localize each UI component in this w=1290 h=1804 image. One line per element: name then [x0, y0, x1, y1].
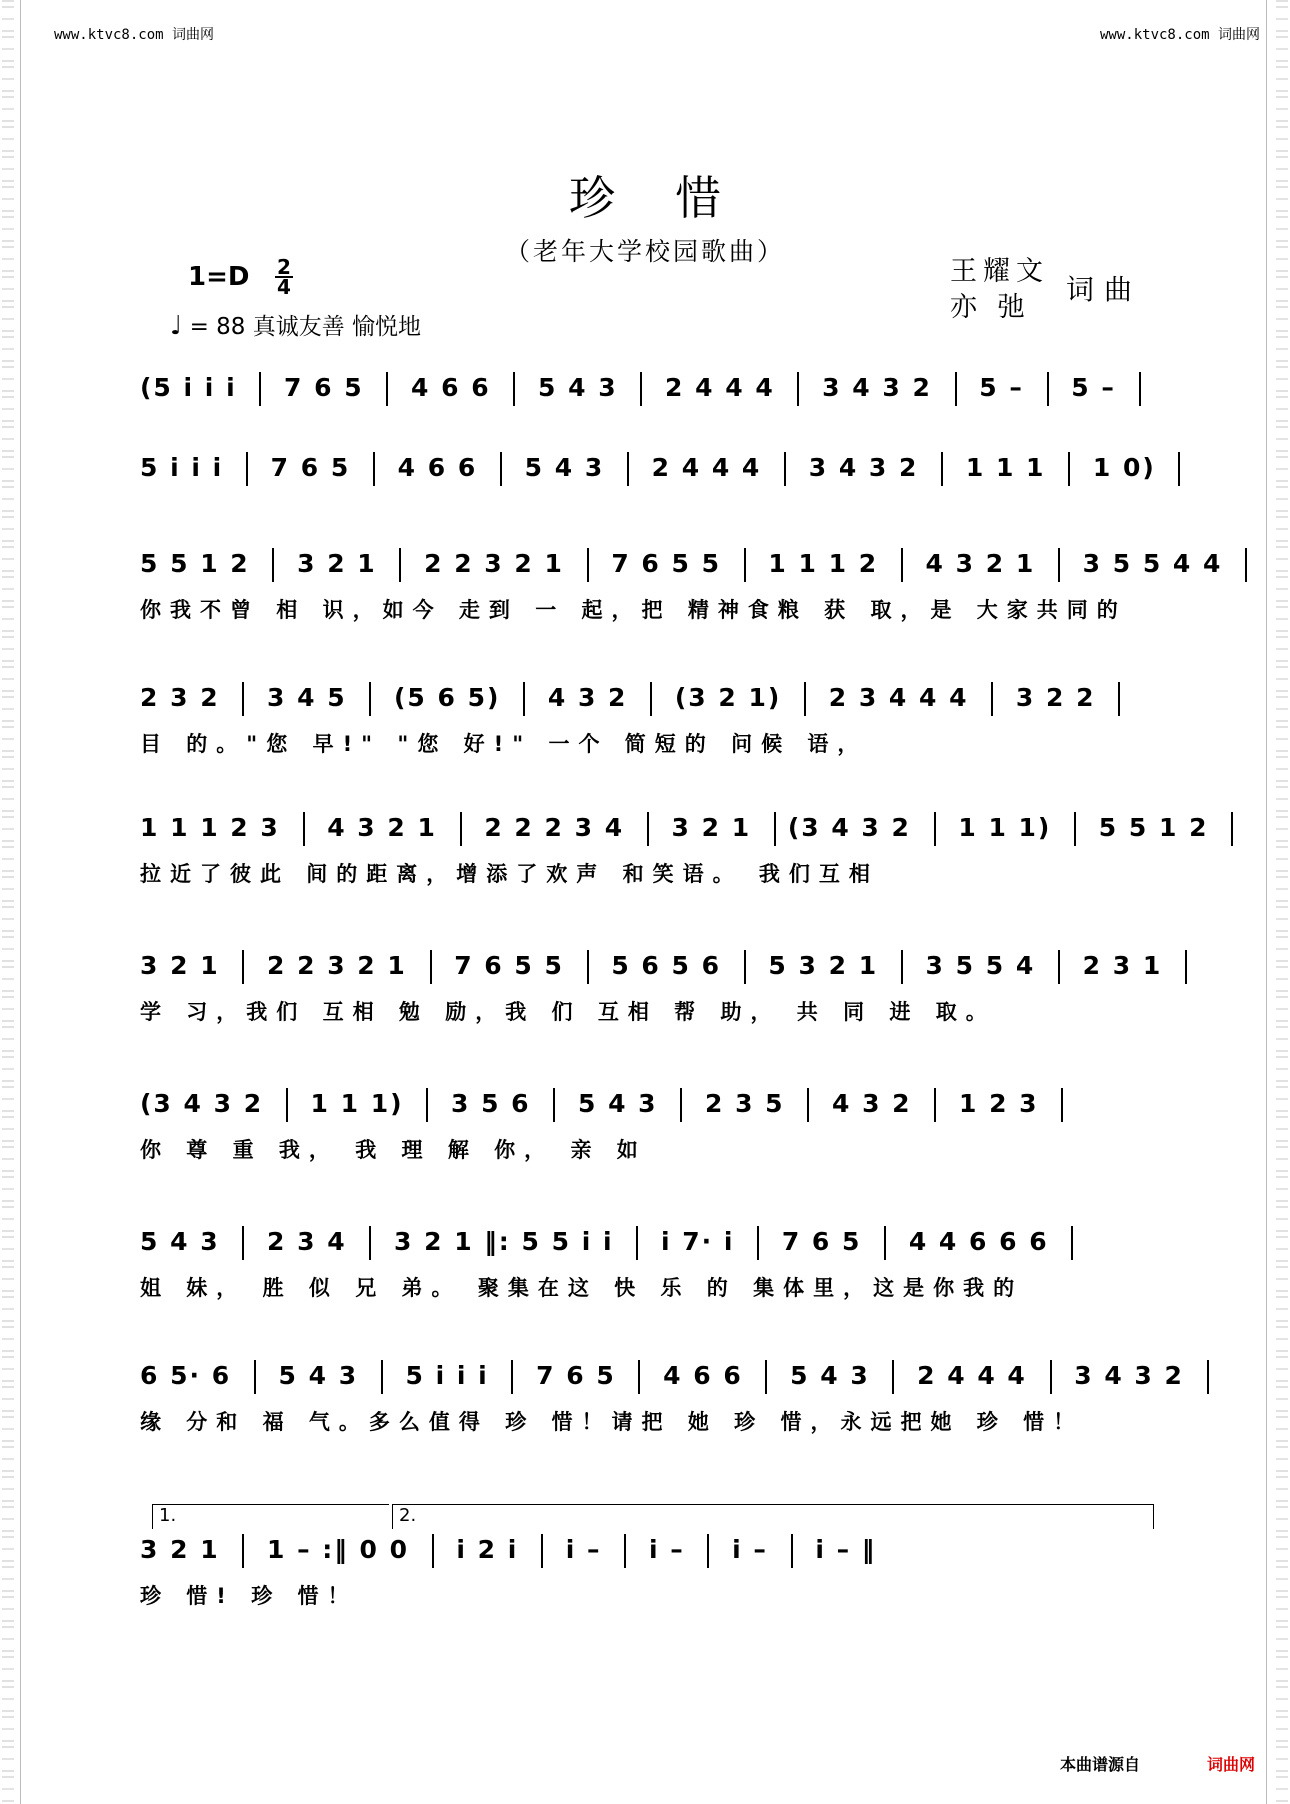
bar-line	[797, 372, 799, 406]
score-row	[140, 682, 1150, 772]
bar-line	[1058, 548, 1060, 582]
bar-line	[901, 950, 903, 984]
bar-line	[369, 682, 371, 716]
bar-line	[272, 548, 274, 582]
right-edge-line	[1266, 0, 1267, 1804]
bar-line	[941, 452, 943, 486]
lyric-line: 珍 惜! 珍 惜！	[140, 1584, 358, 1608]
left-edge-line	[20, 0, 21, 1804]
lyric-line: 你我不曾 相 识，如今 走到 一 起，把 精神食粮 获 取，是 大家共同的	[140, 598, 1127, 622]
time-signature-bottom: 4	[277, 275, 291, 299]
song-title: 珍惜	[569, 171, 781, 225]
bar-line	[259, 372, 261, 406]
bar-line	[744, 950, 746, 984]
song-subtitle: （老年大学校园歌曲）	[504, 237, 785, 266]
bar-line	[624, 1534, 626, 1568]
score-row	[140, 950, 1173, 1040]
lyric-line: 姐 妹， 胜 似 兄 弟。 聚集在这 快 乐 的 集体里，这是你我的	[140, 1276, 1024, 1300]
bar-line	[1071, 1226, 1073, 1260]
bar-line	[242, 682, 244, 716]
bar-line	[1231, 812, 1233, 846]
bar-line	[647, 812, 649, 846]
bar-line	[242, 950, 244, 984]
bar-line	[242, 1226, 244, 1260]
bar-line	[426, 1088, 428, 1122]
bar-line	[807, 1088, 809, 1122]
score-row	[140, 452, 1167, 542]
tempo-text: = 88 真诚友善 愉悦地	[189, 314, 422, 340]
composer-name: 亦 弛	[950, 292, 1031, 323]
bar-line	[242, 1534, 244, 1568]
time-signature	[270, 255, 298, 299]
bar-line	[934, 1088, 936, 1122]
bar-line	[1058, 950, 1060, 984]
bar-line	[1207, 1360, 1209, 1394]
bar-line	[1061, 1088, 1063, 1122]
bar-line	[955, 372, 957, 406]
lyric-line: 目 的。"您 早!" "您 好!" 一个 简短的 问候 语，	[140, 732, 868, 756]
lyric-line: 缘 分和 福 气。多么值得 珍 惜！请把 她 珍 惜，永远把她 珍 惜！	[140, 1410, 1084, 1434]
score-row	[140, 812, 1220, 902]
bar-line	[804, 682, 806, 716]
bar-line	[707, 1534, 709, 1568]
bar-line	[373, 452, 375, 486]
bar-line	[369, 1226, 371, 1260]
bar-line	[1074, 812, 1076, 846]
bar-line	[303, 812, 305, 846]
bar-line	[541, 1534, 543, 1568]
bar-line	[680, 1088, 682, 1122]
bar-line	[791, 1534, 793, 1568]
score-row	[140, 1360, 1195, 1450]
bar-line	[636, 1226, 638, 1260]
notation-line: 3 2 1 1 – :‖ 0 0 i 2 i i – i – i – i – ‖	[140, 1534, 1150, 1580]
notation-line: 3 2 1 2 2 3 2 1 7 6 5 5 5 6 5 6 5 3 2 1 3 5 5 4 2 3 1	[140, 950, 1150, 996]
notation-line: (5 i i i 7 6 5 4 6 6 5 4 3 2 4 4 4 3 4 3 2 5 – 5 –	[140, 372, 1150, 418]
bar-line	[640, 372, 642, 406]
quarter-note-icon: ♩	[170, 311, 183, 341]
tempo-marking	[170, 308, 421, 341]
notation-line: (3 4 3 2 1 1 1) 3 5 6 5 4 3 2 3 5 4 3 2 1 2 3	[140, 1088, 1150, 1134]
watermark-left: www.ktvc8.com 词曲网	[54, 27, 215, 43]
footer-site-link[interactable]: 词曲网	[1207, 1755, 1256, 1774]
bar-line	[774, 812, 776, 846]
bar-line	[934, 812, 936, 846]
bar-line	[511, 1360, 513, 1394]
bar-line	[784, 452, 786, 486]
notation-line: 6 5· 6 5 4 3 5 i i i 7 6 5 4 6 6 5 4 3 2 4 4 4 3 4 3 2	[140, 1360, 1150, 1406]
bar-line	[638, 1360, 640, 1394]
score-row	[140, 1088, 1150, 1178]
bar-line	[1245, 548, 1247, 582]
left-border-watermark	[2, 0, 14, 1804]
lyric-line: 你 尊 重 我， 我 理 解 你， 亲 如	[140, 1138, 647, 1162]
watermark-right: www.ktvc8.com 词曲网	[1100, 27, 1261, 43]
bar-line	[757, 1226, 759, 1260]
bar-line	[381, 1360, 383, 1394]
bar-line	[1118, 682, 1120, 716]
authors	[950, 254, 1049, 326]
notation-line: 2 3 2 3 4 5 (5 6 5) 4 3 2 (3 2 1) 2 3 4 4 4 3 2 2	[140, 682, 1150, 728]
footer-source-text: 本曲谱源自	[1060, 1755, 1141, 1774]
bar-line	[1068, 452, 1070, 486]
bar-line	[460, 812, 462, 846]
lyricist-name: 王耀文	[950, 256, 1049, 287]
bar-line	[744, 548, 746, 582]
score-row	[140, 372, 1150, 462]
bar-line	[430, 950, 432, 984]
bar-line	[650, 682, 652, 716]
bar-line	[901, 548, 903, 582]
bar-line	[286, 1088, 288, 1122]
bar-line	[587, 950, 589, 984]
right-border-watermark	[1276, 0, 1288, 1804]
lyric-line: 学 习，我们 互相 勉 励，我 们 互相 帮 助， 共 同 进 取。	[140, 1000, 996, 1024]
bar-line	[991, 682, 993, 716]
bar-line	[1139, 372, 1141, 406]
bar-line	[399, 548, 401, 582]
bar-line	[627, 452, 629, 486]
bar-line	[500, 452, 502, 486]
time-signature-top: 2	[277, 255, 291, 279]
bar-line	[386, 372, 388, 406]
bar-line	[587, 548, 589, 582]
bar-line	[884, 1226, 886, 1260]
bar-line	[1178, 452, 1180, 486]
bar-line	[246, 452, 248, 486]
bar-line	[1185, 950, 1187, 984]
bar-line	[513, 372, 515, 406]
volta-second-ending: 2.	[392, 1504, 1154, 1529]
notation-line: 5 i i i 7 6 5 4 6 6 5 4 3 2 4 4 4 3 4 3 2 1 1 1 1 0)	[140, 452, 1150, 498]
bar-line	[765, 1360, 767, 1394]
bar-line	[553, 1088, 555, 1122]
credit-role: 词曲	[1066, 273, 1143, 306]
notation-line: 5 5 1 2 3 2 1 2 2 3 2 1 7 6 5 5 1 1 1 2 4 3 2 1 3 5 5 4 4	[140, 548, 1150, 594]
volta-first-ending: 1.	[152, 1504, 389, 1529]
notation-line: 1 1 1 2 3 4 3 2 1 2 2 2 3 4 3 2 1 (3 4 3 2 1 1 1) 5 5 1 2	[140, 812, 1150, 858]
score-row	[140, 1534, 1150, 1624]
notation-line: 5 4 3 2 3 4 3 2 1 ‖: 5 5 i i i 7· i 7 6 5 4 4 6 6 6	[140, 1226, 1150, 1272]
bar-line	[1047, 372, 1049, 406]
bar-line	[1050, 1360, 1052, 1394]
key-signature: 1=D	[188, 262, 250, 292]
bar-line	[432, 1534, 434, 1568]
lyric-line: 拉近了彼此 间的距离，增添了欢声 和笑语。 我们互相	[140, 862, 879, 886]
score-row	[140, 548, 1234, 638]
bar-line	[523, 682, 525, 716]
bar-line	[254, 1360, 256, 1394]
score-row	[140, 1226, 1150, 1316]
bar-line	[892, 1360, 894, 1394]
